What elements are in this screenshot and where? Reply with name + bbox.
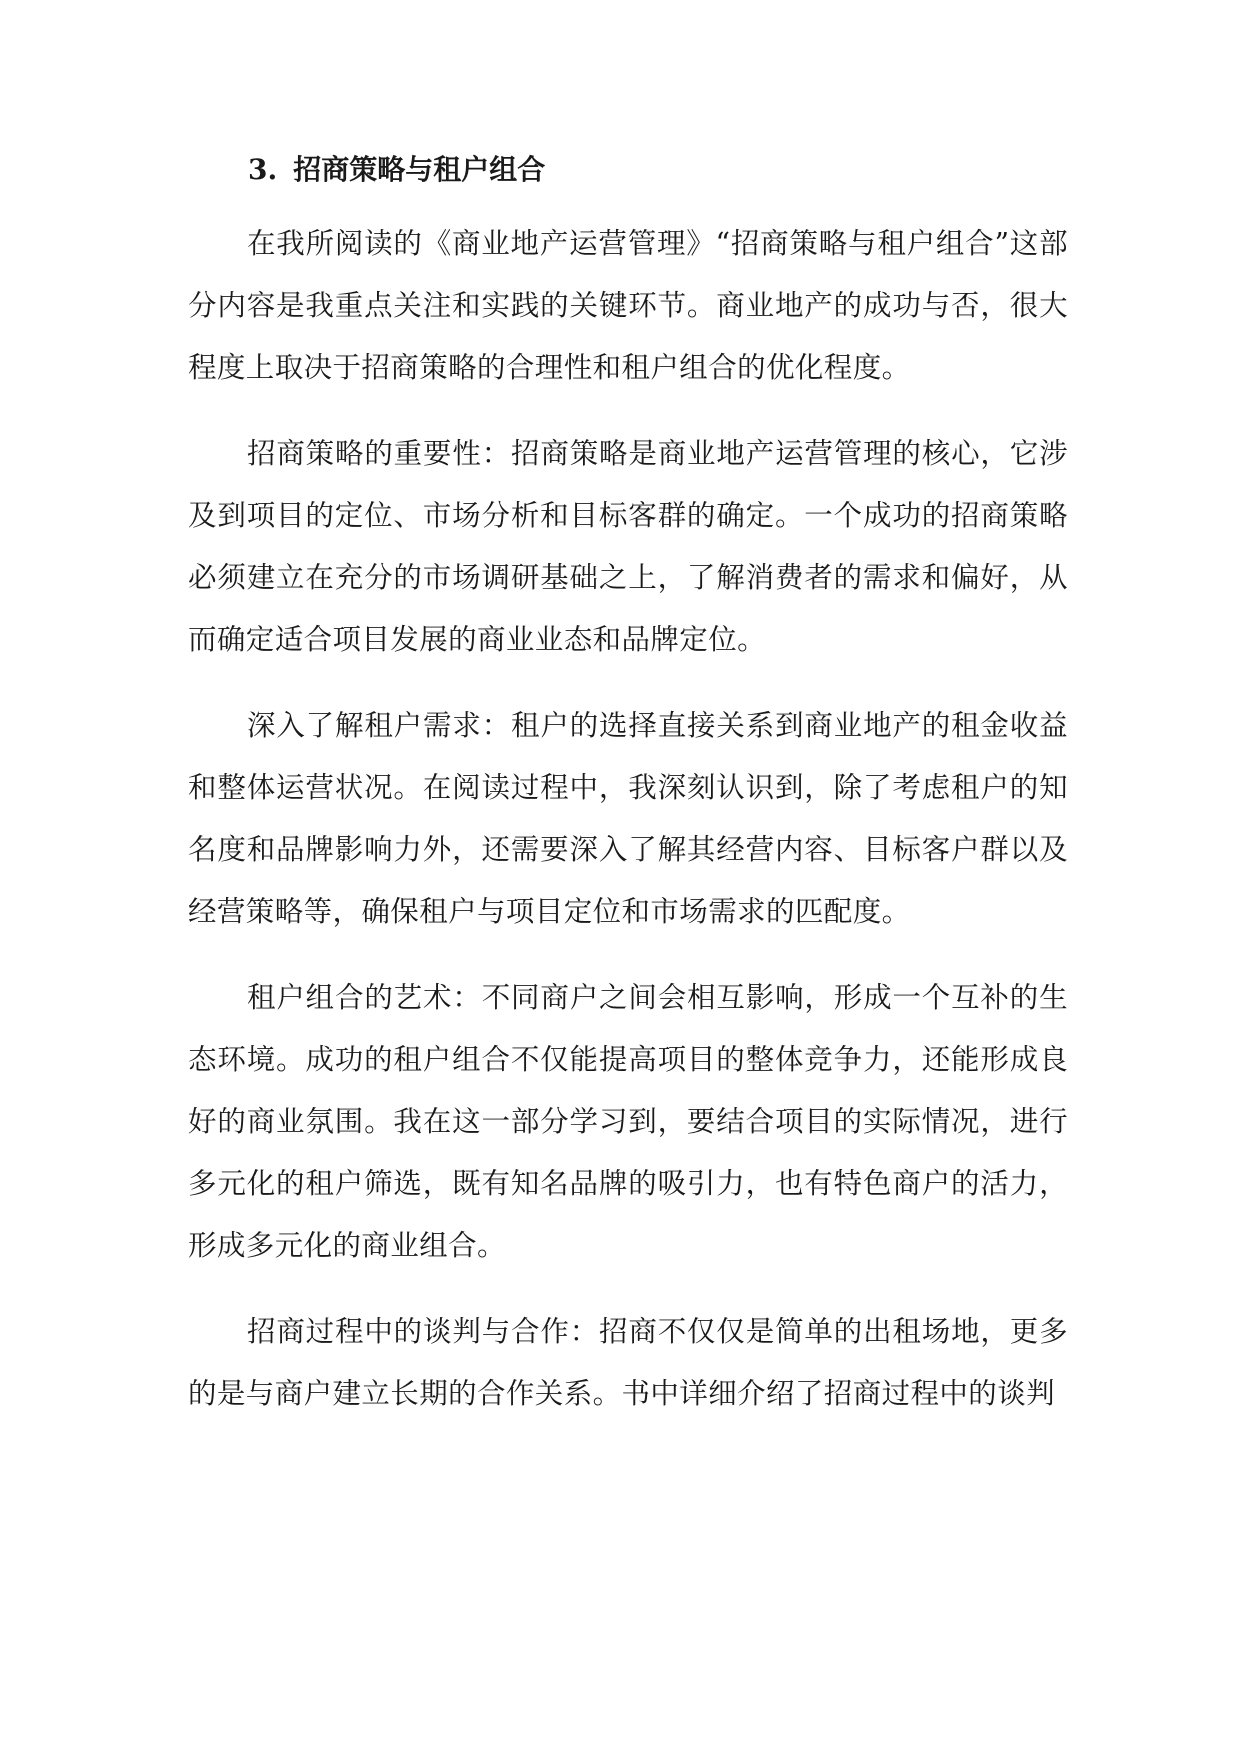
- section-heading: [248, 140, 1068, 200]
- paragraph-negotiation: 招商过程中的谈判与合作：招商不仅仅是简单的出租场地，更多的是与商户建立长期的合作关系。书中详细介绍了招商过程中的谈判: [188, 1315, 1068, 1410]
- section-title: 招商策略与租户组合: [293, 153, 546, 186]
- document-page: [188, 140, 1068, 1449]
- paragraph-intro: 在我所阅读的《商业地产运营管理》“招商策略与租户组合”这部分内容是我重点关注和实践的关键环节。商业地产的成功与否，很大程度上取决于招商策略的合理性和租户组合的优化程度。: [188, 227, 1068, 384]
- paragraph-strategy-importance: 招商策略的重要性：招商策略是商业地产运营管理的核心，它涉及到项目的定位、市场分析和目标客群的确定。一个成功的招商策略必须建立在充分的市场调研基础之上，了解消费者的需求和偏好，从而确定适合项目发展的商业业态和品牌定位。: [188, 437, 1068, 656]
- paragraph-tenant-needs: 深入了解租户需求：租户的选择直接关系到商业地产的租金收益和整体运营状况。在阅读过程中，我深刻认识到，除了考虑租户的知名度和品牌影响力外，还需要深入了解其经营内容、目标客户群以及经营策略等，确保租户与项目定位和市场需求的匹配度。: [188, 709, 1068, 928]
- paragraph-tenant-mix: 租户组合的艺术：不同商户之间会相互影响，形成一个互补的生态环境。成功的租户组合不仅能提高项目的整体竞争力，还能形成良好的商业氛围。我在这一部分学习到，要结合项目的实际情况，进行多元化的租户筛选，既有知名品牌的吸引力，也有特色商户的活力，形成多元化的商业组合。: [188, 981, 1068, 1262]
- section-number: 3.: [248, 153, 278, 186]
